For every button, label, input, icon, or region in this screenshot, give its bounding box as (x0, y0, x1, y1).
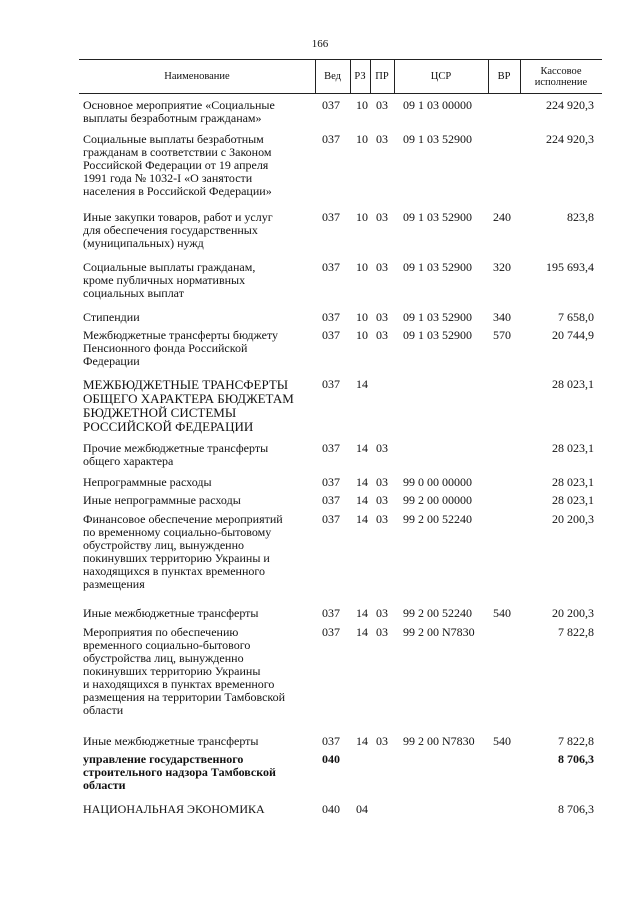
row-ved: 037 (322, 625, 340, 639)
row-name: управление государственного строительного надзора Тамбовской области (83, 752, 276, 792)
row-ved: 037 (322, 606, 340, 620)
row-vr: 340 (493, 310, 511, 324)
row-vr: 540 (493, 734, 511, 748)
row-sum: 20 200,3 (552, 606, 594, 620)
header-csr: ЦСР (430, 71, 452, 82)
row-csr: 09 1 03 52900 (403, 210, 472, 224)
row-sum: 28 023,1 (552, 377, 594, 391)
row-csr: 09 1 03 52900 (403, 260, 472, 274)
row-pr: 03 (376, 475, 388, 489)
row-ved: 037 (322, 210, 340, 224)
row-csr: 09 1 03 52900 (403, 132, 472, 146)
row-sum: 28 023,1 (552, 475, 594, 489)
row-ved: 037 (322, 734, 340, 748)
row-sum: 20 744,9 (552, 328, 594, 342)
row-csr: 99 2 00 00000 (403, 493, 472, 507)
row-rz: 14 (356, 734, 368, 748)
row-rz: 10 (356, 210, 368, 224)
row-ved: 040 (322, 802, 340, 816)
header-ved: Вед (324, 71, 341, 82)
row-rz: 10 (356, 132, 368, 146)
row-vr: 570 (493, 328, 511, 342)
row-csr: 09 1 03 00000 (403, 98, 472, 112)
row-name: Иные закупки товаров, работ и услуг для обеспечения государственных (муниципальных) нужд (83, 210, 273, 250)
header-rz: РЗ (354, 71, 366, 82)
row-ved: 040 (322, 752, 340, 766)
row-pr: 03 (376, 493, 388, 507)
row-rz: 14 (356, 475, 368, 489)
row-pr: 03 (376, 441, 388, 455)
row-vr: 240 (493, 210, 511, 224)
row-rz: 14 (356, 625, 368, 639)
row-ved: 037 (322, 132, 340, 146)
row-rz: 10 (356, 98, 368, 112)
row-csr: 99 2 00 52240 (403, 512, 472, 526)
row-rz: 10 (356, 310, 368, 324)
row-name: Социальные выплаты безработным гражданам в соответствии с Законом Российской Федерации от 19 апреля 1991 года № 1032-I «О занятости населения в Российской Федерации» (83, 132, 272, 198)
row-ved: 037 (322, 328, 340, 342)
header-sum: Кассовое исполнение (534, 65, 588, 88)
row-name: Иные межбюджетные трансферты (83, 606, 259, 620)
row-ved: 037 (322, 512, 340, 526)
row-pr: 03 (376, 734, 388, 748)
row-csr: 99 2 00 52240 (403, 606, 472, 620)
row-csr: 99 0 00 00000 (403, 475, 472, 489)
row-name: Иные межбюджетные трансферты (83, 734, 259, 748)
row-pr: 03 (376, 260, 388, 274)
page-number: 166 (311, 38, 329, 50)
row-csr: 09 1 03 52900 (403, 310, 472, 324)
row-csr: 09 1 03 52900 (403, 328, 472, 342)
row-name: Межбюджетные трансферты бюджету Пенсионного фонда Российской Федерации (83, 328, 279, 368)
row-ved: 037 (322, 475, 340, 489)
row-rz: 14 (356, 512, 368, 526)
row-name: Финансовое обеспечение мероприятий по временному социально-бытовому обустройству лиц, вынужденно покинувших территорию Украины и находящихся в пунктах временного размещения (83, 512, 283, 591)
row-sum: 28 023,1 (552, 441, 594, 455)
row-sum: 20 200,3 (552, 512, 594, 526)
row-name: Прочие межбюджетные трансферты общего характера (83, 441, 269, 468)
row-name: Иные непрограммные расходы (83, 493, 241, 507)
row-sum: 224 920,3 (546, 132, 594, 146)
row-name: Социальные выплаты гражданам, кроме публичных нормативных социальных выплат (83, 260, 256, 300)
row-sum: 7 658,0 (558, 310, 594, 324)
row-sum: 28 023,1 (552, 493, 594, 507)
row-sum: 823,8 (567, 210, 594, 224)
row-name: Стипендии (83, 310, 140, 324)
row-rz: 10 (356, 328, 368, 342)
row-pr: 03 (376, 132, 388, 146)
row-rz: 14 (356, 606, 368, 620)
header-pr: ПР (375, 71, 389, 82)
row-ved: 037 (322, 441, 340, 455)
row-pr: 03 (376, 512, 388, 526)
row-rz: 14 (356, 493, 368, 507)
row-name: Основное мероприятие «Социальные выплаты безработным гражданам» (83, 98, 275, 125)
row-ved: 037 (322, 493, 340, 507)
row-sum: 224 920,3 (546, 98, 594, 112)
row-csr: 99 2 00 N7830 (403, 625, 475, 639)
row-ved: 037 (322, 260, 340, 274)
row-name: НАЦИОНАЛЬНАЯ ЭКОНОМИКА (83, 802, 265, 816)
row-name: Непрограммные расходы (83, 475, 212, 489)
row-sum: 8 706,3 (558, 752, 594, 766)
row-pr: 03 (376, 210, 388, 224)
row-pr: 03 (376, 625, 388, 639)
row-sum: 8 706,3 (558, 802, 594, 816)
row-name: Мероприятия по обеспечению временного социально-бытового обустройства лиц, вынужденно покинувших территорию Украины и находящихся в пунктах временного размещения на территории Тамбовской области (83, 625, 286, 717)
row-sum: 7 822,8 (558, 625, 594, 639)
row-vr: 320 (493, 260, 511, 274)
row-rz: 10 (356, 260, 368, 274)
row-sum: 195 693,4 (546, 260, 594, 274)
row-name: МЕЖБЮДЖЕТНЫЕ ТРАНСФЕРТЫ ОБЩЕГО ХАРАКТЕРА БЮДЖЕТАМ БЮДЖЕТНОЙ СИСТЕМЫ РОССИЙСКОЙ ФЕДЕРАЦИИ (83, 377, 294, 434)
row-pr: 03 (376, 328, 388, 342)
row-pr: 03 (376, 606, 388, 620)
row-ved: 037 (322, 310, 340, 324)
row-rz: 04 (356, 802, 368, 816)
row-rz: 14 (356, 441, 368, 455)
header-vr: ВР (497, 71, 511, 82)
row-sum: 7 822,8 (558, 734, 594, 748)
header-name: Наименование (164, 71, 230, 82)
row-vr: 540 (493, 606, 511, 620)
row-ved: 037 (322, 98, 340, 112)
row-pr: 03 (376, 98, 388, 112)
row-csr: 99 2 00 N7830 (403, 734, 475, 748)
table-header (79, 59, 602, 94)
row-pr: 03 (376, 310, 388, 324)
row-ved: 037 (322, 377, 340, 391)
row-rz: 14 (356, 377, 368, 391)
